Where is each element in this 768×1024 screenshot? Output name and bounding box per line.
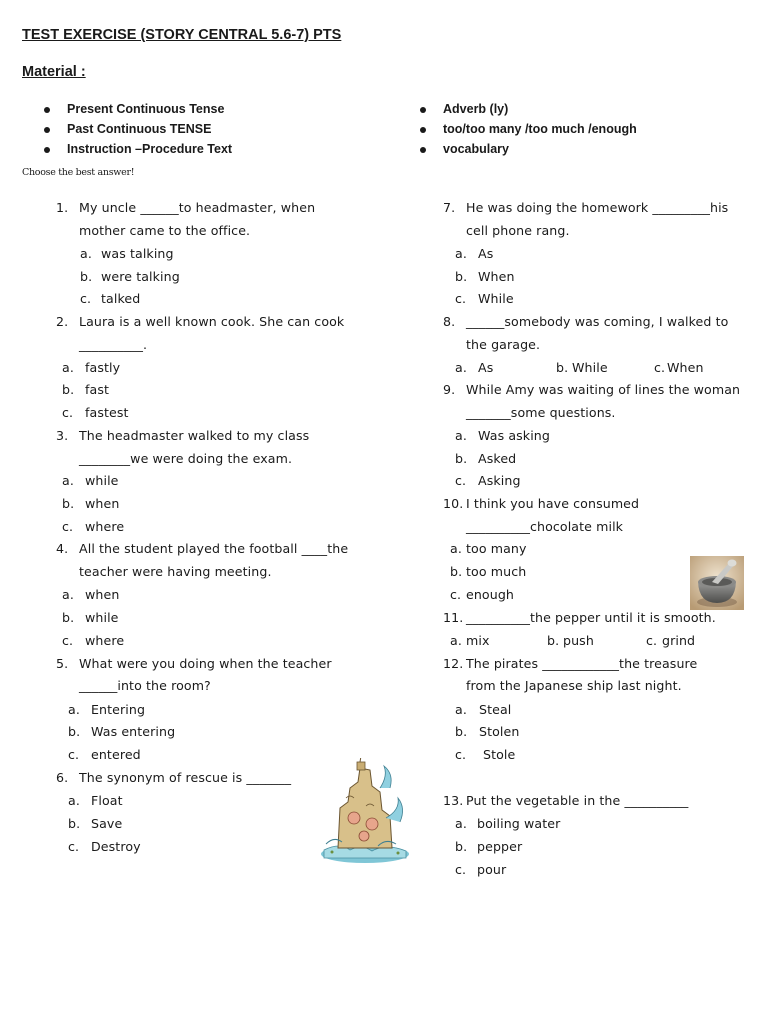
option-letter: a. xyxy=(68,702,80,717)
option-letter: b. xyxy=(455,724,468,739)
question-text: the garage. xyxy=(466,337,541,352)
question-text: He was doing the homework _________his xyxy=(466,200,729,215)
question-text: mother came to the office. xyxy=(79,223,251,238)
question-text: While Amy was waiting of lines the woman xyxy=(466,382,741,397)
option-letter: a. xyxy=(455,702,467,717)
option-text: While xyxy=(478,291,514,306)
option-letter: b. xyxy=(68,816,81,831)
question-text: __________chocolate milk xyxy=(466,519,624,534)
option-text: where xyxy=(85,519,125,534)
question-number: 5. xyxy=(56,656,69,671)
option-letter: b. xyxy=(547,633,560,648)
option-text: were talking xyxy=(101,269,180,284)
option-letter: a. xyxy=(62,587,74,602)
option-text: pour xyxy=(477,862,507,877)
question-text: What were you doing when the teacher xyxy=(79,656,332,671)
question-text: The synonym of rescue is _______ xyxy=(79,770,292,785)
option-letter: a. xyxy=(455,816,467,831)
option-text: Entering xyxy=(91,702,146,717)
option-text: As xyxy=(478,246,494,261)
question-text: _______some questions. xyxy=(466,405,616,420)
option-letter: a. xyxy=(455,246,467,261)
option-text: pepper xyxy=(477,839,523,854)
option-letter: b. xyxy=(68,724,81,739)
question-text: ______somebody was coming, I walked to xyxy=(466,314,729,329)
option-letter: c. xyxy=(62,519,74,534)
option-text: while xyxy=(85,610,119,625)
option-text: As xyxy=(478,360,494,375)
question-number: 3. xyxy=(56,428,69,443)
option-letter: b. xyxy=(62,610,75,625)
material-item: vocabulary xyxy=(443,142,510,156)
option-text: fast xyxy=(85,382,110,397)
instruction-text: Choose the best answer! xyxy=(22,167,135,178)
option-text: grind xyxy=(662,633,696,648)
material-item: Present Continuous Tense xyxy=(67,102,225,116)
option-text: push xyxy=(563,633,594,648)
option-text: fastly xyxy=(85,360,121,375)
question-number: 6. xyxy=(56,770,69,785)
question-text: Laura is a well known cook. She can cook xyxy=(79,314,345,329)
question-text: cell phone rang. xyxy=(466,223,570,238)
question-number: 11. xyxy=(443,610,464,625)
option-text: when xyxy=(85,587,120,602)
option-letter: c. xyxy=(455,862,467,877)
option-text: Steal xyxy=(479,702,512,717)
option-text: Was asking xyxy=(478,428,550,443)
sandcastle-illustration-icon xyxy=(320,758,410,864)
option-letter: c. xyxy=(80,291,92,306)
option-text: Asking xyxy=(478,473,521,488)
option-letter: c. xyxy=(646,633,658,648)
question-number: 10. xyxy=(443,496,464,511)
material-item: too/too many /too much /enough xyxy=(443,122,637,136)
option-letter: c. xyxy=(455,291,467,306)
option-letter: c. xyxy=(62,633,74,648)
option-letter: c. xyxy=(455,473,467,488)
option-text: entered xyxy=(91,747,141,762)
option-letter: a. xyxy=(455,360,467,375)
question-number: 9. xyxy=(443,382,456,397)
question-text: __________the pepper until it is smooth. xyxy=(466,610,716,625)
option-text: where xyxy=(85,633,125,648)
option-letter: a. xyxy=(450,541,462,556)
option-text: When xyxy=(667,360,704,375)
material-item: Instruction –Procedure Text xyxy=(67,142,233,156)
option-letter: a. xyxy=(455,428,467,443)
option-letter: b. xyxy=(455,451,468,466)
option-text: too many xyxy=(466,541,527,556)
material-item: Adverb (ly) xyxy=(443,102,509,116)
option-text: while xyxy=(85,473,119,488)
option-text: talked xyxy=(101,291,141,306)
question-text: All the student played the football ____the xyxy=(79,541,349,556)
option-text: Stole xyxy=(483,747,516,762)
question-text: Put the vegetable in the __________ xyxy=(466,793,689,808)
page-title: TEST EXERCISE (STORY CENTRAL 5.6-7) PTS xyxy=(22,27,342,43)
option-letter: a. xyxy=(62,360,74,375)
material-heading: Material : xyxy=(22,64,86,80)
option-text: While xyxy=(572,360,608,375)
option-text: Destroy xyxy=(91,839,141,854)
option-letter: b. xyxy=(80,269,93,284)
question-number: 13. xyxy=(443,793,464,808)
option-letter: b. xyxy=(455,839,468,854)
question-text: teacher were having meeting. xyxy=(79,564,272,579)
question-number: 8. xyxy=(443,314,456,329)
option-letter: c. xyxy=(654,360,666,375)
question-text: The pirates ____________the treasure xyxy=(466,656,698,671)
option-letter: b. xyxy=(455,269,468,284)
option-letter: c. xyxy=(62,405,74,420)
question-number: 7. xyxy=(443,200,456,215)
option-text: too much xyxy=(466,564,527,579)
mortar-and-pestle-icon xyxy=(690,556,744,610)
option-text: enough xyxy=(466,587,514,602)
option-text: fastest xyxy=(85,405,129,420)
option-letter: c. xyxy=(68,747,80,762)
option-text: was talking xyxy=(101,246,174,261)
question-text: The headmaster walked to my class xyxy=(79,428,310,443)
option-letter: c. xyxy=(455,747,467,762)
option-text: when xyxy=(85,496,120,511)
question-number: 4. xyxy=(56,541,69,556)
option-text: When xyxy=(478,269,515,284)
option-letter: b. xyxy=(62,382,75,397)
option-text: Stolen xyxy=(479,724,520,739)
option-letter: c. xyxy=(450,587,462,602)
option-letter: a. xyxy=(68,793,80,808)
option-text: boiling water xyxy=(477,816,561,831)
question-text: __________. xyxy=(79,337,148,352)
option-letter: c. xyxy=(68,839,80,854)
option-text: Save xyxy=(91,816,123,831)
question-number: 2. xyxy=(56,314,69,329)
question-text: ______into the room? xyxy=(79,678,211,693)
option-letter: b. xyxy=(450,564,463,579)
question-number: 12. xyxy=(443,656,464,671)
option-letter: b. xyxy=(556,360,569,375)
material-item: Past Continuous TENSE xyxy=(67,122,212,136)
question-text: I think you have consumed xyxy=(466,496,640,511)
option-letter: b. xyxy=(62,496,75,511)
option-letter: a. xyxy=(62,473,74,488)
option-text: Was entering xyxy=(91,724,176,739)
option-text: Float xyxy=(91,793,123,808)
question-text: ________we were doing the exam. xyxy=(79,451,293,466)
option-letter: a. xyxy=(80,246,92,261)
option-letter: a. xyxy=(450,633,462,648)
option-text: Asked xyxy=(478,451,517,466)
question-number: 1. xyxy=(56,200,69,215)
question-text: from the Japanese ship last night. xyxy=(466,678,682,693)
option-text: mix xyxy=(466,633,490,648)
question-text: My uncle ______to headmaster, when xyxy=(79,200,316,215)
